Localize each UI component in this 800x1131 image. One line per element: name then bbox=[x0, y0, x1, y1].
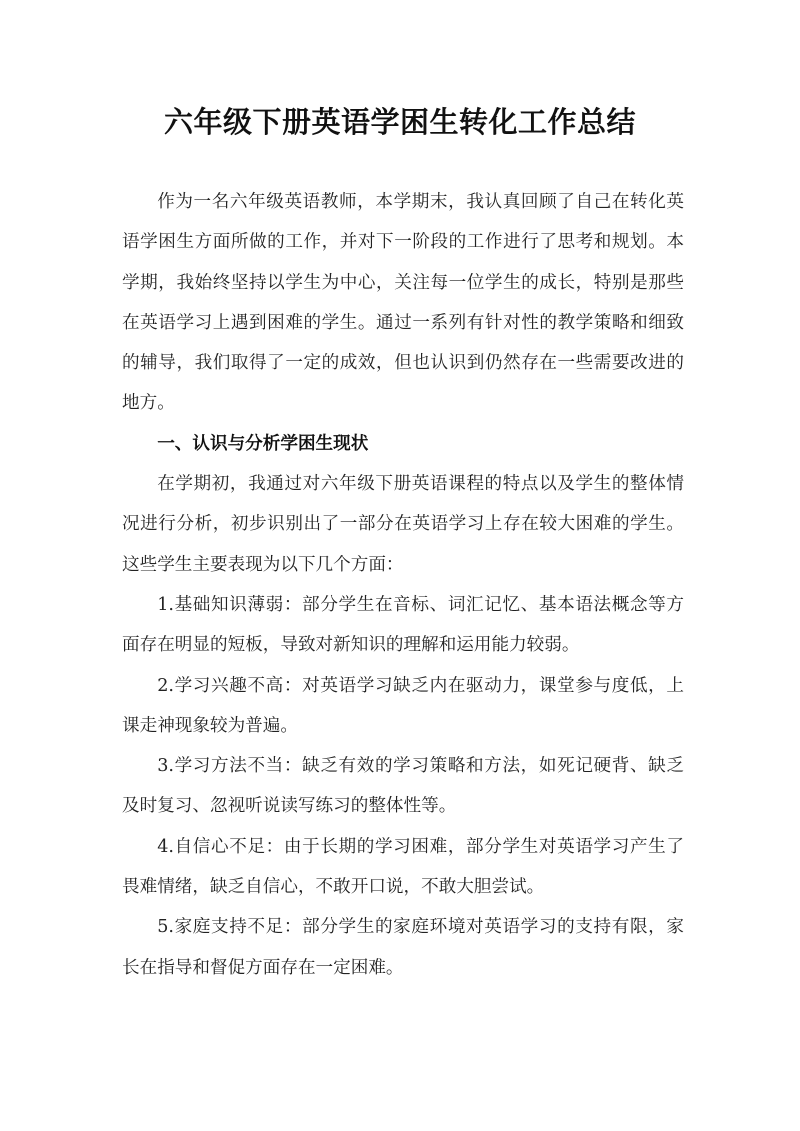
document-body bbox=[122, 182, 684, 988]
document-title: 六年级下册英语学困生转化工作总结 bbox=[163, 105, 636, 139]
list-item-basic-knowledge: 1.基础知识薄弱：部分学生在音标、词汇记忆、基本语法概念等方面存在明显的短板，导致对新知识的理解和运用能力较弱。 bbox=[122, 594, 684, 656]
intro-paragraph: 作为一名六年级英语教师，本学期末，我认真回顾了自己在转化英语学困生方面所做的工作，并对下一阶段的工作进行了思考和规划。本学期，我始终坚持以学生为中心，关注每一位学生的成长，特别是那些在英语学习上遇到困难的学生。通过一系列有针对性的教学策略和细致的辅导，我们取得了一定的成效，但也认识到仍然存在一些需要改进的地方。 bbox=[122, 192, 684, 414]
list-item-family-support: 5.家庭支持不足：部分学生的家庭环境对英语学习的支持有限，家长在指导和督促方面存在一定困难。 bbox=[122, 917, 684, 978]
section-intro-paragraph: 在学期初，我通过对六年级下册英语课程的特点以及学生的整体情况进行分析，初步识别出了一部分在英语学习上存在较大困难的学生。这些学生主要表现为以下几个方面： bbox=[122, 474, 684, 575]
list-item-interest: 2.学习兴趣不高：对英语学习缺乏内在驱动力，课堂参与度低，上课走神现象较为普遍。 bbox=[122, 675, 684, 736]
list-item-method: 3.学习方法不当：缺乏有效的学习策略和方法，如死记硬背、缺乏及时复习、忽视听说读写练习的整体性等。 bbox=[122, 756, 684, 817]
section-heading: 一、认识与分析学困生现状 bbox=[157, 433, 369, 454]
list-item-confidence: 4.自信心不足：由于长期的学习困难，部分学生对英语学习产生了畏难情绪，缺乏自信心，不敢开口说，不敢大胆尝试。 bbox=[122, 836, 684, 898]
